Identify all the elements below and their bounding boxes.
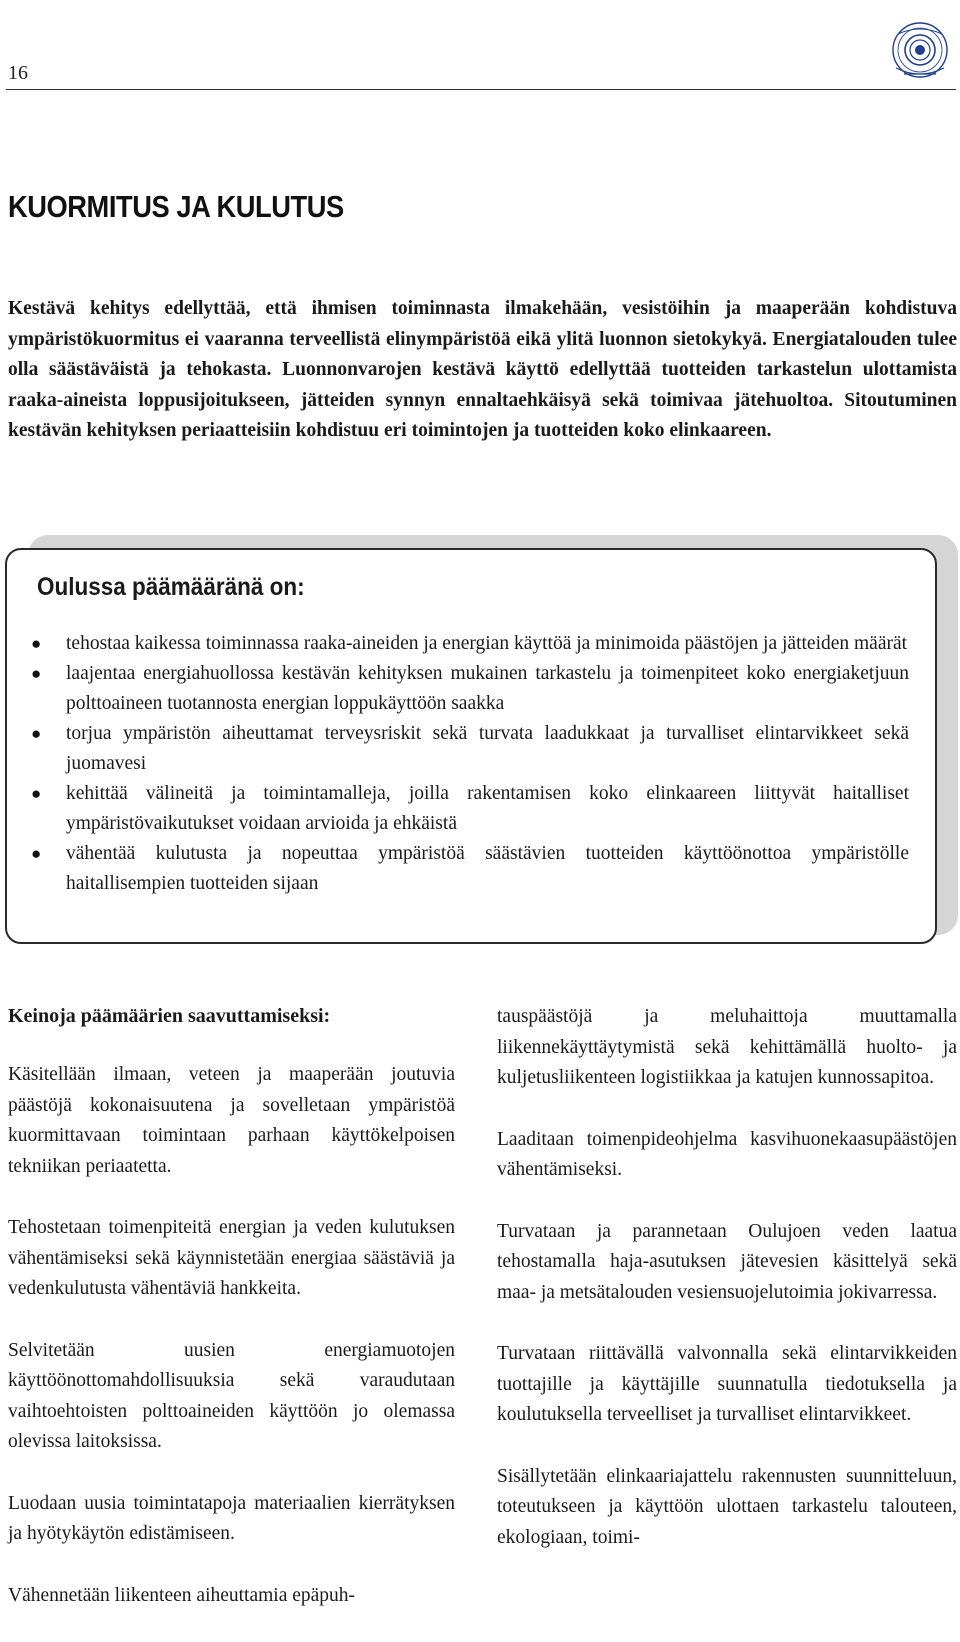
means-paragraph: Vähennetään liikenteen aiheuttamia epäpuh- <box>8 1584 356 1606</box>
goal-item <box>31 659 909 719</box>
means-paragraph: Selvitetään uusien energiamuotojen käyttöönottomahdollisuuksia sekä varaudutaan vaihtoehtoisten polttoaineiden käyttöön jo olemassa olevissa laitoksissa. <box>8 1339 455 1452</box>
means-paragraph: Laaditaan toimenpideohjelma kasvihuonekaasupäästöjen vähentämiseksi. <box>497 1128 957 1180</box>
goal-text: laajentaa energiahuollossa kestävän kehityksen mukainen tarkastelu ja toimenpiteet koko energiaketjuun polttoaineen tuotannosta energian loppukäyttöön saakka <box>66 663 909 714</box>
goals-heading: Oulussa päämääränä on: <box>37 573 305 601</box>
means-paragraph: Sisällytetään elinkaariajattelu rakennusten suunnitteluun, toteutukseen ja käyttöön ulottaen tarkastelu talouteen, ekologiaan, toimi- <box>497 1465 957 1548</box>
header-divider <box>6 89 956 90</box>
bullet-icon: ● <box>31 664 42 683</box>
means-paragraph: Luodaan uusia toimintatapoja materiaalien kierrätyksen ja hyötykäytön edistämiseen. <box>8 1492 455 1544</box>
page-title: KUORMITUS JA KULUTUS <box>8 189 344 224</box>
means-left-column <box>8 1002 455 1642</box>
intro-paragraph: Kestävä kehitys edellyttää, että ihmisen toiminnasta ilmakehään, vesistöihin ja maaperään kohdistuva ympäristökuormitus ei vaaranna terveellistä elinympäristöä eikä ylitä luonnon sietokykyä. Energiatalouden tulee olla säästäväistä ja tehokasta. Luonnonvarojen kestävä käyttö edellyttää tuotteiden tarkastelun ulottamista raaka-aineista loppusijoitukseen, jätteiden synnyn ennaltaehkäisyä sekä toimivaa jätehuoltoa. Sitoutuminen kestävän kehityksen periaatteisiin kohdistuu eri toimintojen ja tuotteiden koko elinkaareen. <box>8 298 957 441</box>
page-number: 16 <box>8 62 28 84</box>
means-paragraph: Tehostetaan toimenpiteitä energian ja veden kulutuksen vähentämiseksi sekä käynnistetään energiaa säästäviä ja vedenkulutusta vähentäviä hankkeita. <box>8 1217 455 1299</box>
goal-text: vähentää kulutusta ja nopeuttaa ympäristöä säästävien tuotteiden käyttöönottoa ympäristölle haitallisempien tuotteiden sijaan <box>66 843 909 894</box>
bullet-icon: ● <box>31 724 42 743</box>
means-right-column <box>497 1002 957 1584</box>
goal-text: tehostaa kaikessa toiminnassa raaka-aineiden ja energian käyttöä ja minimoida päästöjen ja jätteiden määrät <box>66 633 908 654</box>
goal-item <box>31 779 909 839</box>
bullet-icon: ● <box>31 784 42 803</box>
goals-list <box>31 629 909 899</box>
goal-item <box>31 839 909 899</box>
means-paragraph: Käsitellään ilmaan, veteen ja maaperään joutuvia päästöjä kokonaisuutena ja sovelletaan ympäristöä kuormittavaan toimintaan parhaan käyttökelpoisen tekniikan periaatetta. <box>8 1064 455 1177</box>
goal-text: kehittää välineitä ja toimintamalleja, joilla rakentamisen koko elinkaareen liittyvät haitalliset ympäristövaikutukset voidaan arvioida ja ehkäistä <box>66 783 909 834</box>
means-heading: Keinoja päämäärien saavuttamiseksi: <box>8 1005 331 1027</box>
city-seal-logo-icon <box>884 16 956 86</box>
bullet-icon: ● <box>31 844 42 863</box>
goal-item <box>31 629 909 659</box>
means-paragraph: tauspäästöjä ja meluhaittoja muuttamalla liikennekäyttäytymistä sekä kehittämällä huolto- ja kuljetusliikenteen logistiikkaa ja katujen kunnossapitoa. <box>497 1006 957 1088</box>
goals-box <box>5 548 937 944</box>
means-paragraph: Turvataan riittävällä valvonnalla sekä elintarvikkeiden tuottajille ja käyttäjille suunnatulla tiedotuksella ja koulutuksella terveelliset ja turvalliset elintarvikkeet. <box>497 1343 957 1425</box>
bullet-icon: ● <box>31 634 42 653</box>
goal-item <box>31 719 909 779</box>
goal-text: torjua ympäristön aiheuttamat terveysriskit sekä turvata laadukkaat ja turvalliset elintarvikkeet sekä juomavesi <box>66 723 909 774</box>
means-paragraph: Turvataan ja parannetaan Oulujoen veden laatua tehostamalla haja-asutuksen jätevesien käsittelyä sekä maa- ja metsätalouden vesiensuojelutoimia jokivarressa. <box>497 1220 957 1303</box>
